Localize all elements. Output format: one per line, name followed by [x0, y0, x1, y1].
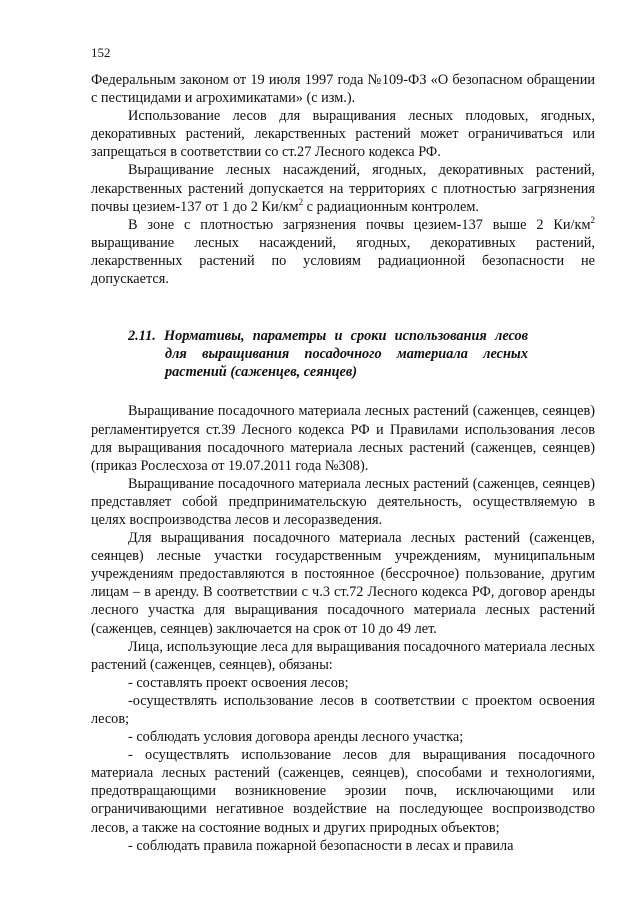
paragraph: Использование лесов для выращивания лесных плодовых, ягодных, декоративных растений, лекарственных растений может ограничиваться или запрещаться в соответствии со ст.27 Лесного кодекса РФ.	[91, 108, 595, 161]
paragraph: Для выращивания посадочного материала лесных растений (саженцев, сеянцев) лесные участки государственным учреждениям, муниципальным учреждениям предоставляются в постоянное (бессрочное) пользование, другим лицам – в аренду. В соответствии с ч.3 ст.72 Лесного кодекса РФ, договор аренды лесного участка для выращивания посадочного материала лесных растений (саженцев, сеянцев) заключается на срок от 10 до 49 лет.	[91, 530, 595, 637]
paragraph: Выращивание посадочного материала лесных растений (саженцев, сеянцев) представляет собой предпринимательскую деятельность, осуществляемую в целях воспроизводства лесов и лесоразведения.	[91, 475, 595, 528]
paragraph-cesium-1	[91, 161, 595, 215]
list-item: - составлять проект освоения лесов;	[128, 674, 349, 691]
paragraph-cesium-2	[91, 216, 595, 288]
body-text	[91, 71, 595, 855]
list-item: - соблюдать правила пожарной безопасности в лесах и правила	[128, 837, 514, 854]
superscript: 2	[298, 196, 304, 207]
text-span: с радиационным контролем.	[303, 198, 479, 215]
text-span: выращивание лесных насаждений, ягодных, декоративных растений, лекарственных растений по условиям радиационной безопасности не допускается.	[91, 234, 595, 288]
paragraph: Лица, использующие леса для выращивания посадочного материала лесных растений (саженцев, сеянцев), обязаны:	[91, 638, 595, 673]
paragraph: Выращивание посадочного материала лесных растений (саженцев, сеянцев) регламентируется ст.39 Лесного кодекса РФ и Правилами использования лесов для выращивания посадочного материала лесных растений (саженцев, сеянцев) (приказ Рослесхоза от 19.07.2011 года №308).	[91, 403, 595, 474]
list-item: - соблюдать условия договора аренды лесного участка;	[128, 729, 464, 746]
section-heading-line: для выращивания посадочного материала лесных	[165, 346, 528, 363]
superscript: 2	[590, 214, 595, 225]
text-span: Выращивание лесных насаждений, ягодных, декоративных растений, лекарственных растений допускается на территориях с плотностью загрязнения почвы цезием-137 от 1 до 2 Ки/км	[91, 162, 595, 215]
section-heading-line: 2.11. Нормативы, параметры и сроки использования лесов	[128, 328, 528, 345]
section-heading	[91, 327, 528, 381]
text-span: В зоне с плотностью загрязнения почвы цезием-137 выше 2 Ки/км	[128, 216, 591, 233]
paragraph: Федеральным законом от 19 июля 1997 года №109-ФЗ «О безопасном обращении с пестицидами и агрохимикатами» (с изм.).	[91, 72, 595, 107]
page-number: 152	[91, 45, 111, 60]
list-item: -осуществлять использование лесов в соответствии с проектом освоения лесов;	[91, 692, 595, 727]
section-heading-line: растений (саженцев, сеянцев)	[165, 364, 358, 381]
list-item: - осуществлять использование лесов для выращивания посадочного материала лесных растений (саженцев, сеянцев), способами и технологиями, предотвращающими возникновение эрозии почв, исключающими или ограничивающими негативное воздействие на последующее воспроизводство лесов, а также на состояние водных и других природных объектов;	[91, 747, 595, 836]
